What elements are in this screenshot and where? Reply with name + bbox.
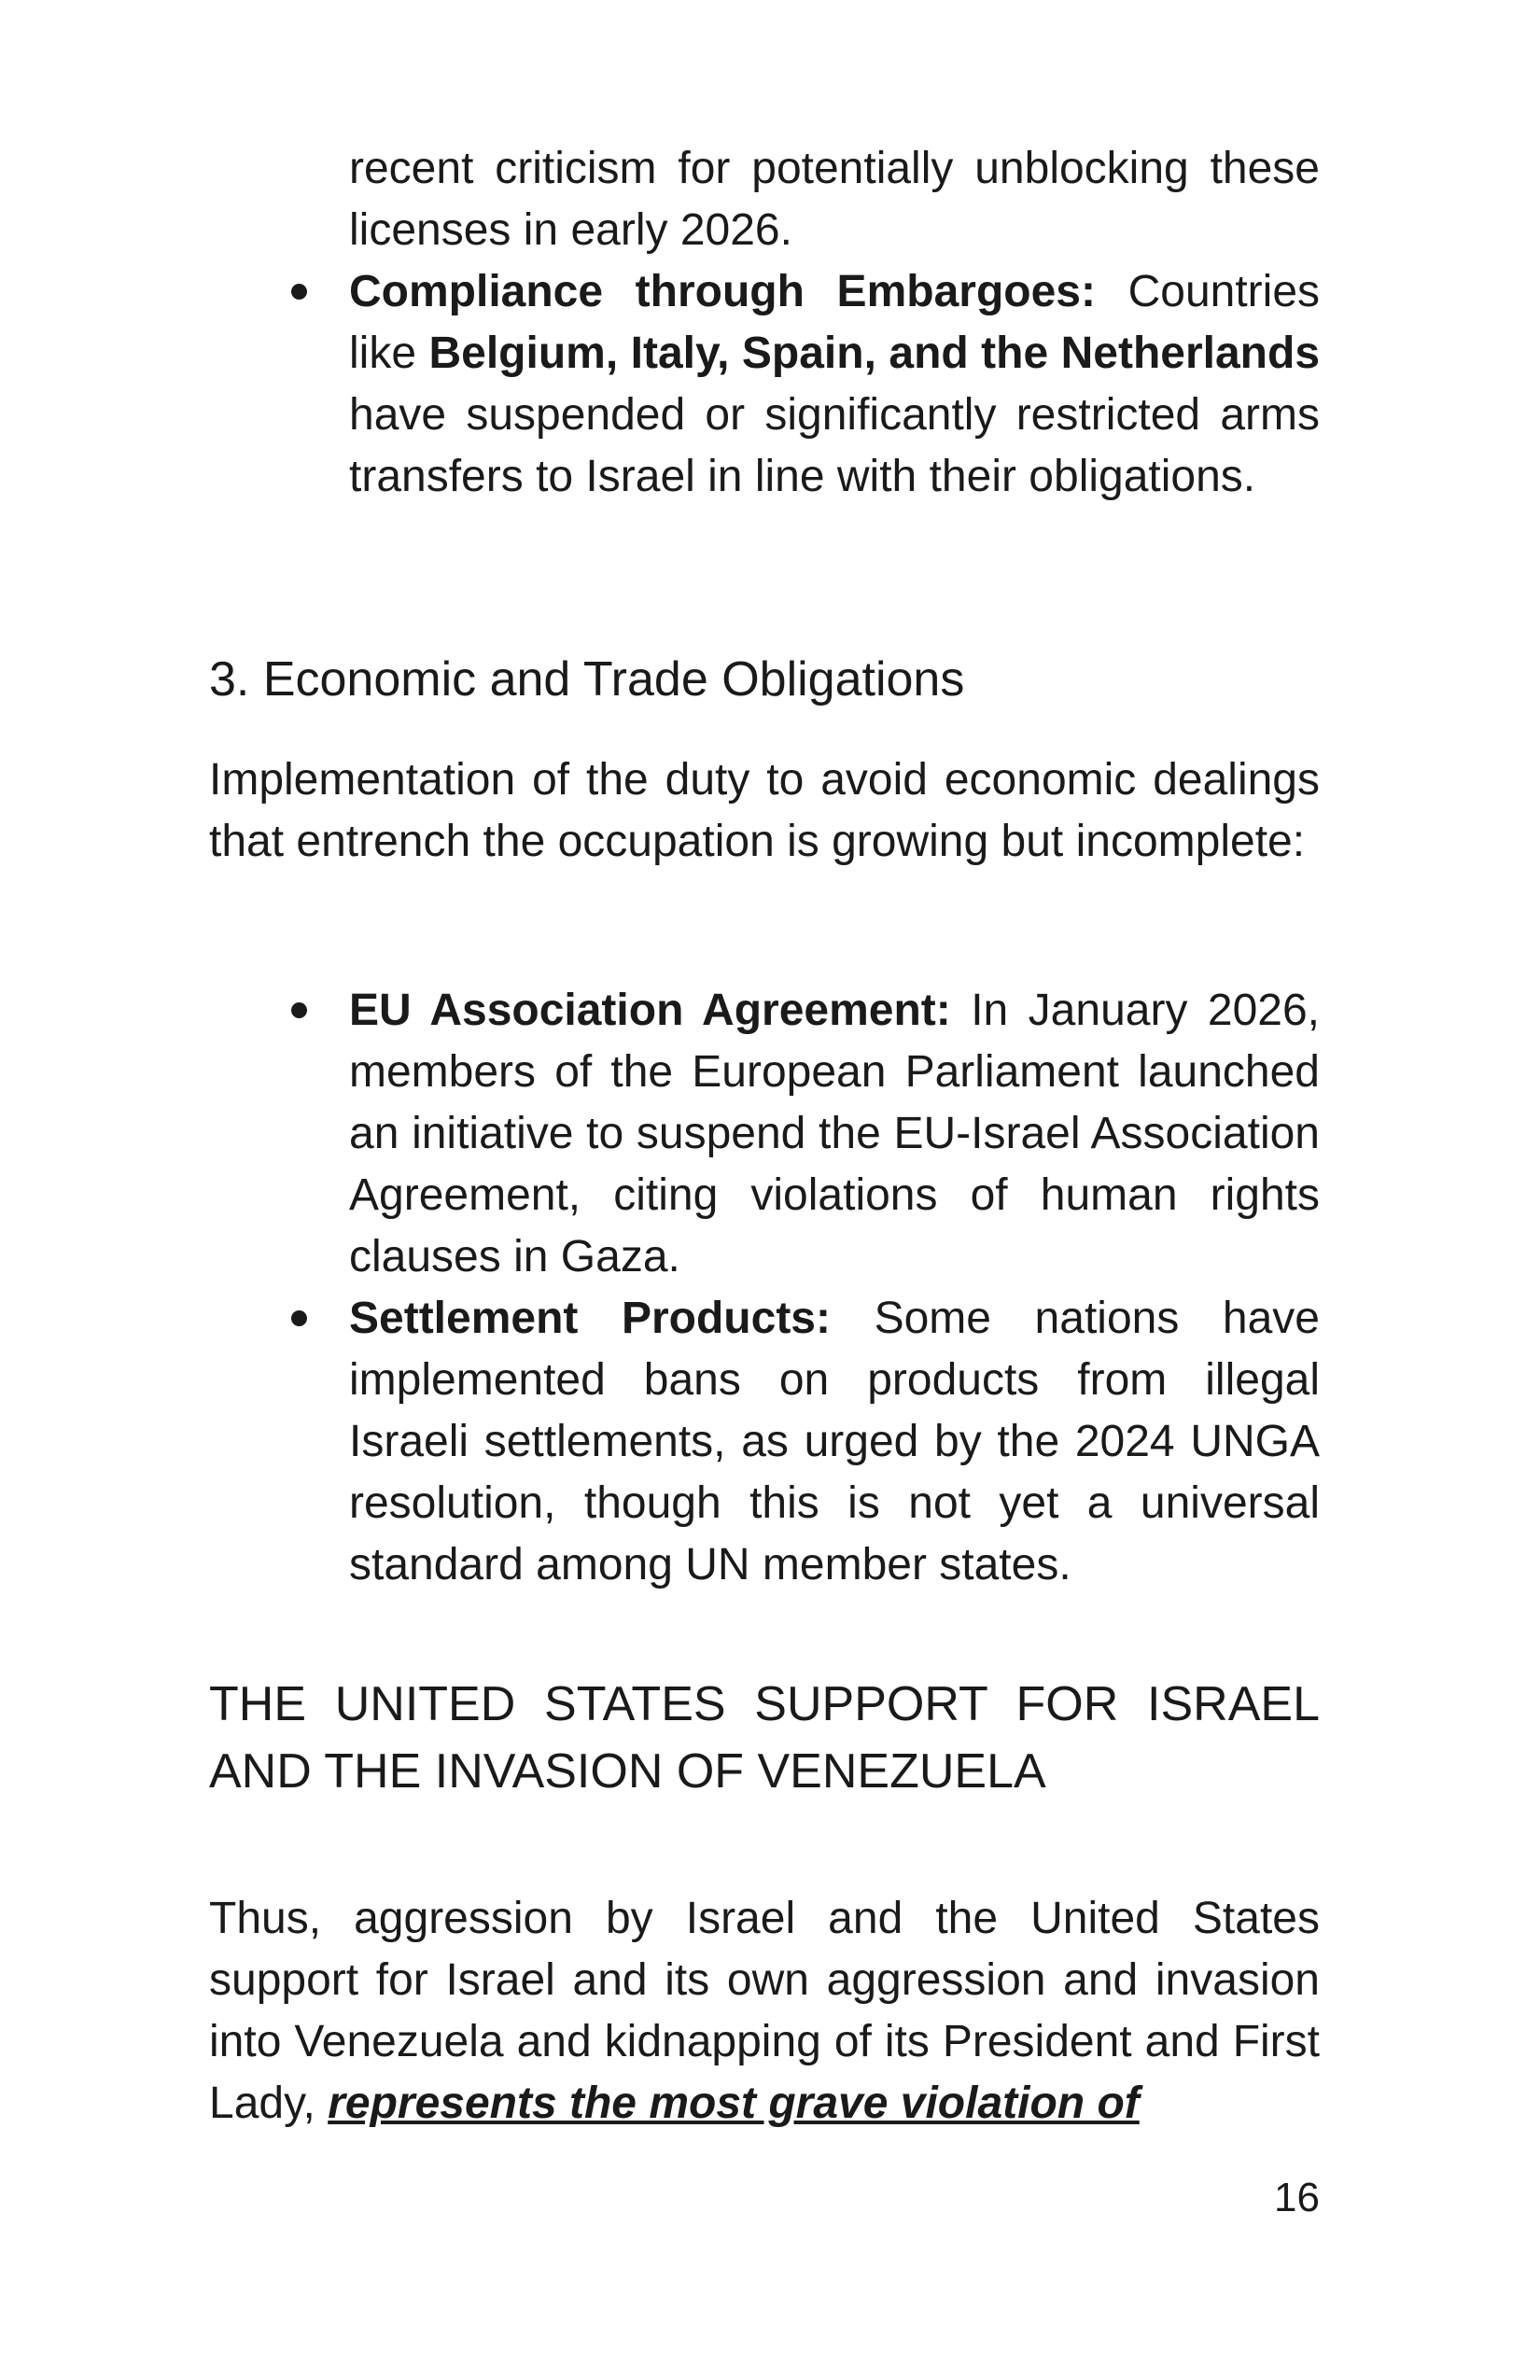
bullet-text: In January 2026, members of the European Parliament launched an initiative to suspend the EU-Israel Association Agreement, citing violations of human rights clauses in Gaza.: [349, 986, 1321, 1281]
section-intro-paragraph: Implementation of the duty to avoid economic dealings that entrench the occupation is growing but incomplete:: [209, 755, 1320, 866]
section-bullet-list: [209, 980, 1320, 1596]
page-number: 16: [1274, 2175, 1320, 2220]
bullet-icon: [291, 1310, 307, 1326]
continuation-bullet-list: [209, 138, 1320, 508]
bullet-text: Countries like: [349, 267, 1321, 378]
list-item: [209, 138, 1320, 261]
section-title: THE UNITED STATES SUPPORT FOR ISRAEL AND THE INVASION OF VENEZUELA: [209, 1677, 1320, 1799]
bullet-bold-countries: Belgium, Italy, Spain, and the Netherlands: [428, 329, 1321, 378]
bullet-lead: EU Association Agreement:: [349, 986, 951, 1035]
bullet-text: have suspended or significantly restricted arms transfers to Israel in line with their obligations.: [349, 390, 1320, 501]
bullet-lead: Settlement Products:: [349, 1294, 831, 1343]
list-item: [209, 980, 1320, 1288]
body-paragraph: [209, 1888, 1320, 2135]
paragraph-text: Thus, aggression by Israel and the United States support for Israel and its own aggression and invasion into Venezuela and kidnapping of its President and First Lady,: [209, 1894, 1320, 2128]
section-heading: 3. Economic and Trade Obligations: [209, 652, 965, 707]
bullet-icon: [291, 284, 307, 300]
paragraph-emphasis: represents the most grave violation of: [328, 2079, 1140, 2128]
list-item: [209, 1288, 1320, 1596]
bullet-lead: Compliance through Embargoes:: [349, 267, 1096, 316]
bullet-text: Some nations have implemented bans on products from illegal Israeli settlements, as urged by the 2024 UNGA resolution, though this is not yet a universal standard among UN member states.: [349, 1294, 1321, 1589]
bullet-icon: [291, 1002, 307, 1018]
list-item: [209, 261, 1320, 508]
bullet-text: recent criticism for potentially unblocking these licenses in early 2026.: [349, 144, 1320, 255]
